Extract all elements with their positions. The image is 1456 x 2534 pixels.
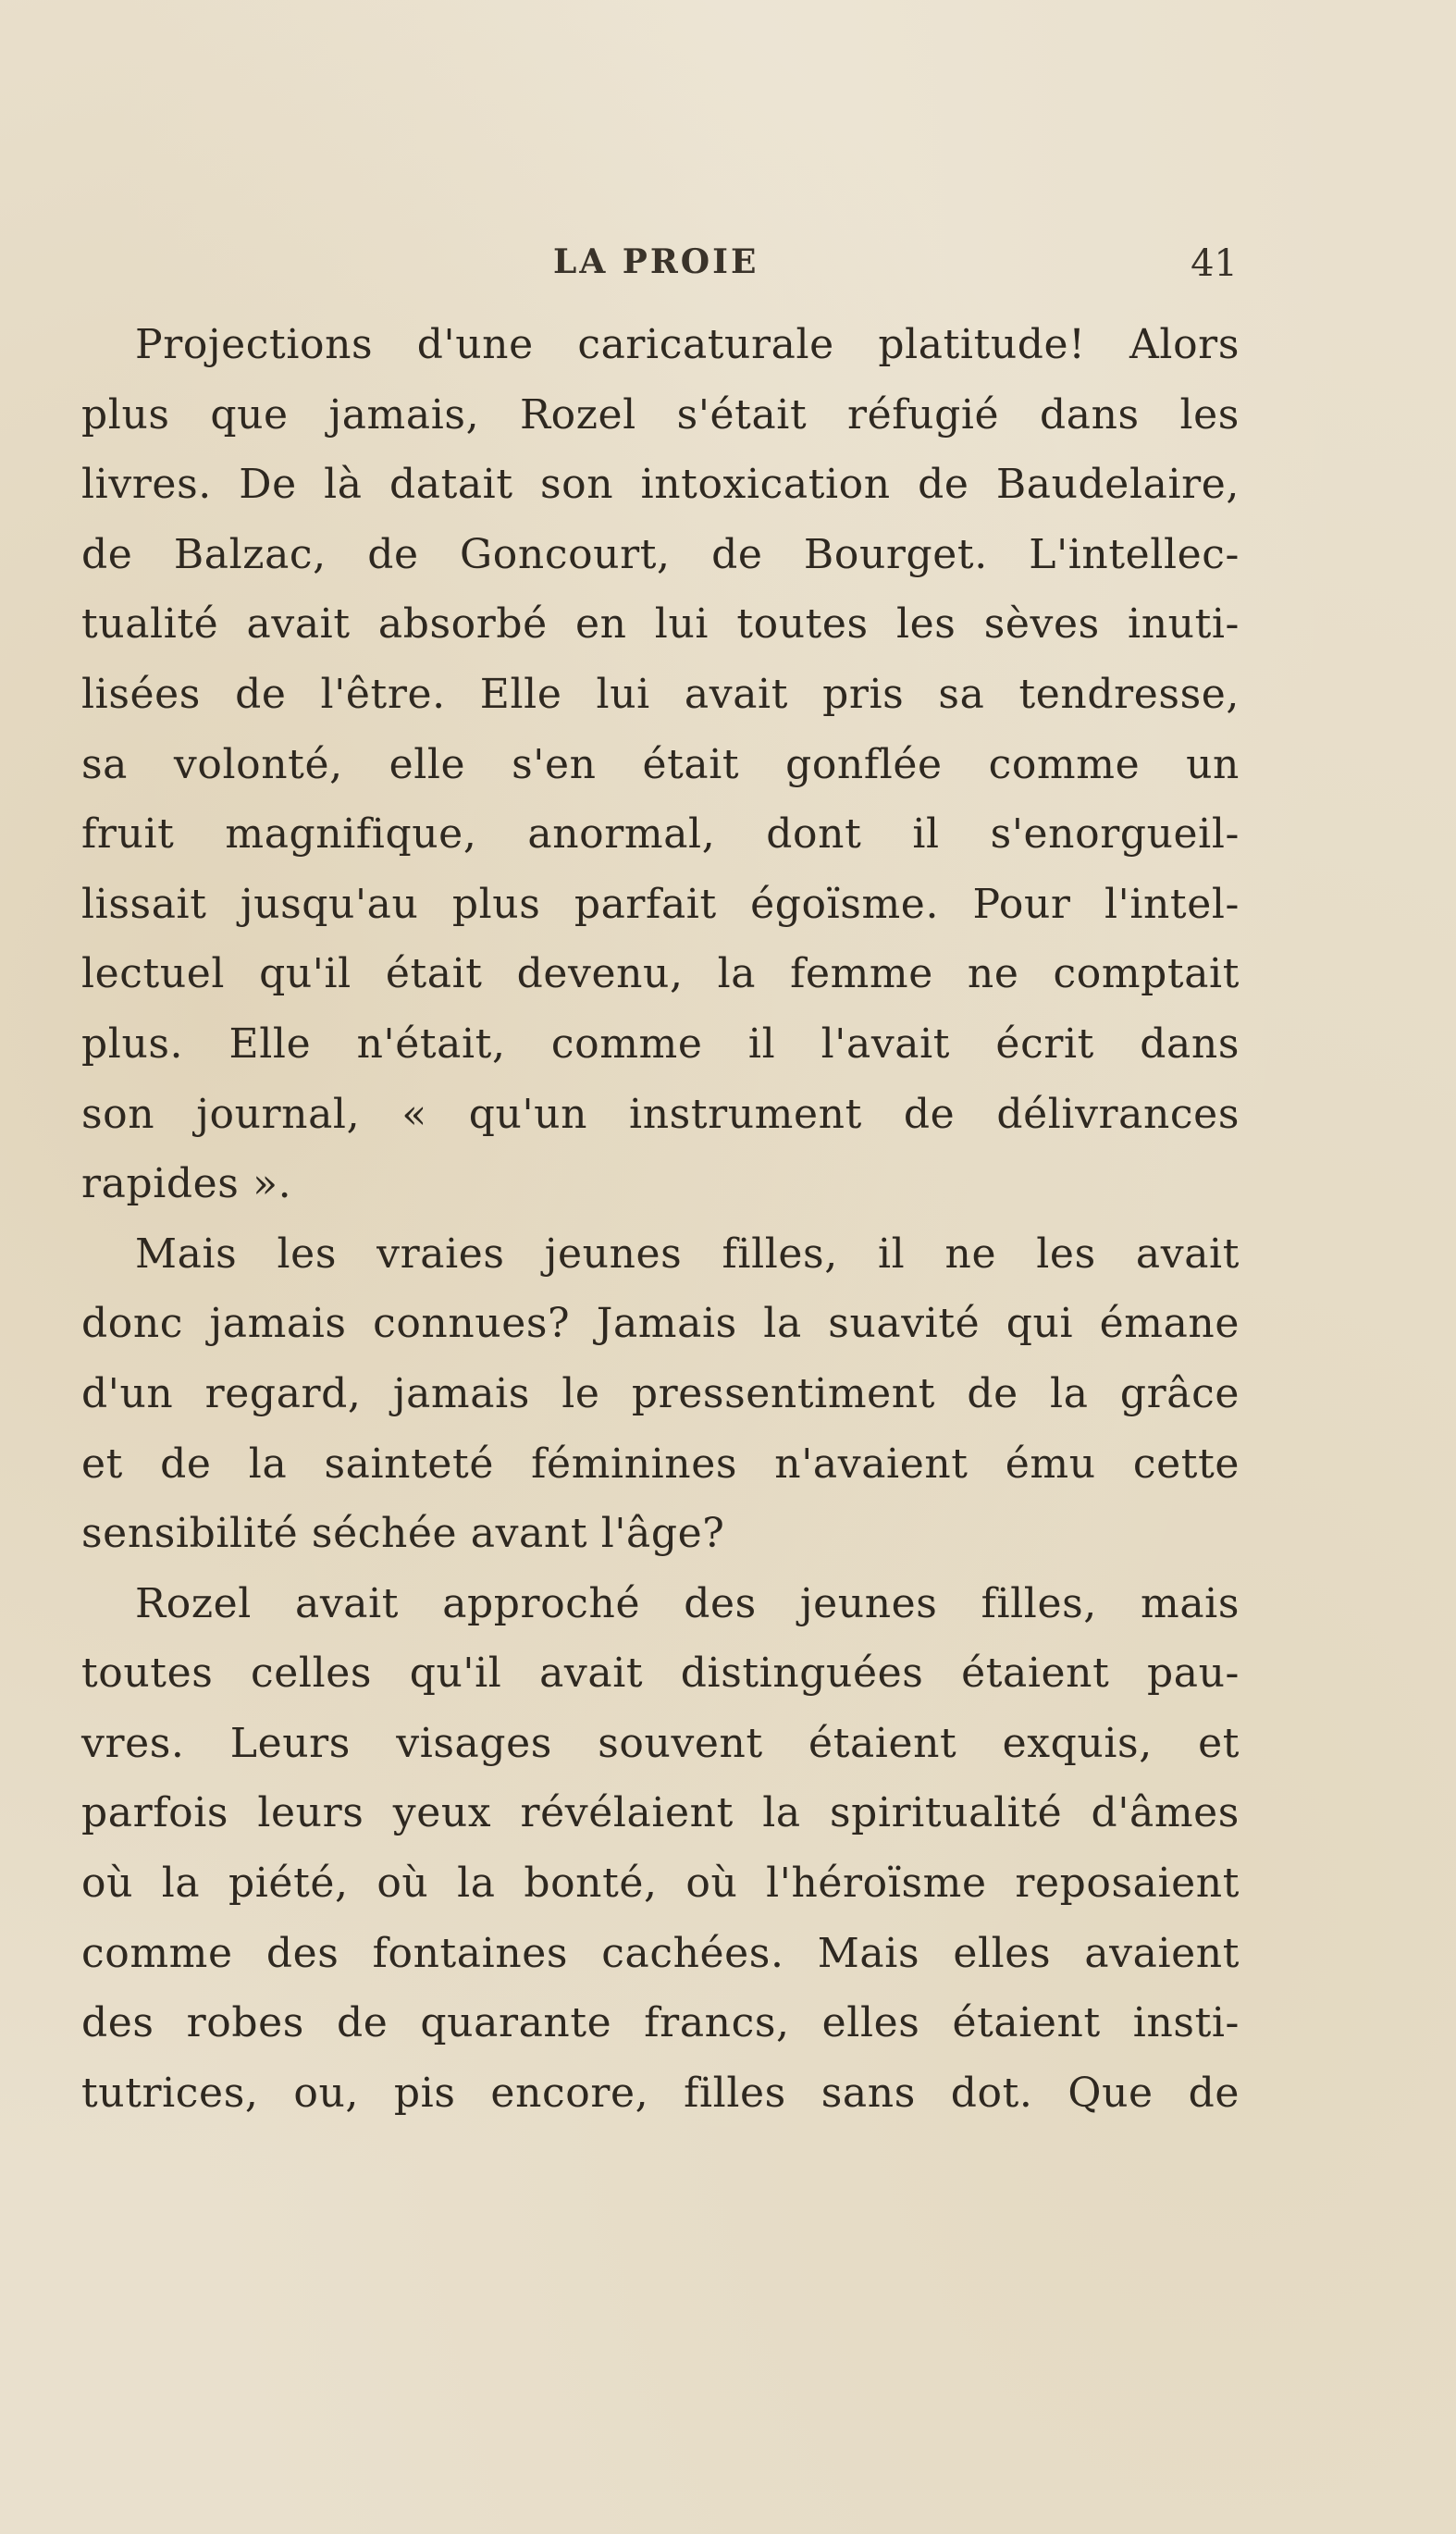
- text-line: sensibilité séchée avant l'âge?: [81, 1510, 725, 1558]
- text-line: Projections d'une caricaturale platitude! Alors: [135, 321, 1240, 368]
- page-number: 41: [1191, 242, 1238, 285]
- text-line: plus. Elle n'était, comme il l'avait écrit dans: [81, 1020, 1240, 1068]
- text-line: de Balzac, de Goncourt, de Bourget. L'intellec-: [81, 530, 1240, 578]
- text-line: sa volonté, elle s'en était gonflée comme un: [81, 740, 1240, 788]
- running-title: LA PROIE: [553, 242, 759, 281]
- text-line: lectuel qu'il était devenu, la femme ne comptait: [81, 950, 1240, 998]
- text-line: tutrices, ou, pis encore, filles sans dot. Que de: [81, 2069, 1240, 2117]
- text-line: parfois leurs yeux révélaient la spiritualité d'âmes: [81, 1789, 1240, 1837]
- text-line: toutes celles qu'il avait distinguées étaient pau-: [81, 1650, 1240, 1698]
- text-line: où la piété, où la bonté, où l'héroïsme reposaient: [81, 1860, 1240, 1908]
- text-line: Mais les vraies jeunes filles, il ne les avait: [135, 1230, 1240, 1278]
- text-line: et de la sainteté féminines n'avaient ému cette: [81, 1440, 1240, 1488]
- body-text: [81, 310, 1240, 2128]
- text-line: lisées de l'être. Elle lui avait pris sa tendresse,: [81, 670, 1240, 718]
- text-line: lissait jusqu'au plus parfait égoïsme. Pour l'intel-: [81, 880, 1240, 928]
- text-line: livres. De là datait son intoxication de Baudelaire,: [81, 461, 1240, 509]
- text-line: des robes de quarante francs, elles étaient insti-: [81, 1999, 1240, 2047]
- text-line: comme des fontaines cachées. Mais elles avaient: [81, 1929, 1240, 1977]
- text-line: son journal, « qu'un instrument de délivrances: [81, 1090, 1240, 1138]
- text-line: Rozel avait approché des jeunes filles, mais: [135, 1579, 1240, 1627]
- running-head: [81, 242, 1238, 289]
- text-line: fruit magnifique, anormal, dont il s'enorgueil-: [81, 810, 1240, 859]
- text-line: vres. Leurs visages souvent étaient exquis, et: [81, 1719, 1240, 1767]
- text-line: d'un regard, jamais le pressentiment de la grâce: [81, 1369, 1240, 1417]
- text-line: tualité avait absorbé en lui toutes les sèves inuti-: [81, 600, 1240, 649]
- text-line: rapides ».: [81, 1160, 292, 1208]
- text-line: plus que jamais, Rozel s'était réfugié dans les: [81, 390, 1240, 439]
- text-line: donc jamais connues? Jamais la suavité qui émane: [81, 1300, 1240, 1348]
